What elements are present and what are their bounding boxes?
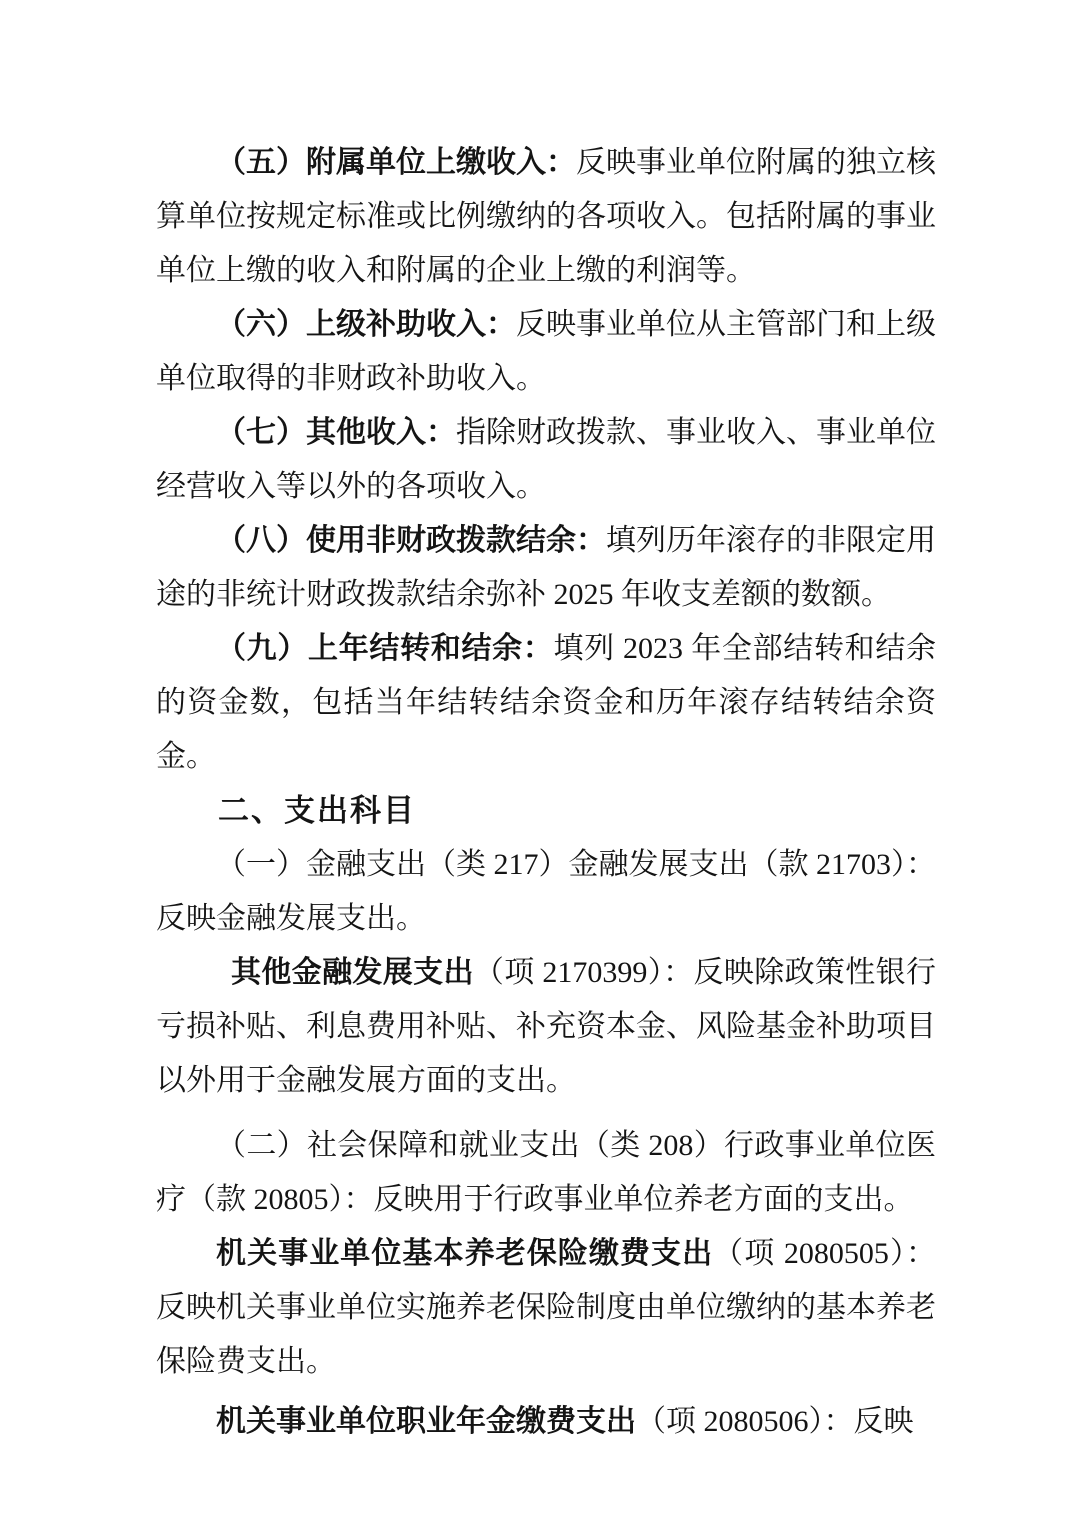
paragraph-income-item-5 (156, 136, 936, 298)
paragraph-body: （二）社会保障和就业支出（类 208）行政事业单位医疗（款 20805）：反映用于行政事业单位养老方面的支出。 (156, 1129, 936, 1216)
paragraph-lead: （九）上年结转和结余： (216, 632, 554, 665)
paragraph-body: 反映事业单位附属的独立核算单位按规定标准或比例缴纳的各项收入。包括附属的事业单位上缴的收入和附属的企业上缴的利润等。 (156, 146, 936, 287)
paragraph-lead: 其他金融发展支出 (231, 956, 474, 989)
paragraph-body: 填列 2023 年全部结转和结余的资金数，包括当年结转结余资金和历年滚存结转结余资金。 (156, 632, 936, 773)
paragraph-expenditure-item-2-sub-a (156, 1227, 936, 1389)
paragraph-body: 反映事业单位从主管部门和上级单位取得的非财政补助收入。 (156, 308, 936, 395)
paragraph-lead: （五）附属单位上缴收入： (216, 146, 576, 179)
paragraph-income-item-8 (156, 514, 936, 622)
paragraph-body: （项 2080506）：反映 (636, 1405, 914, 1438)
paragraph-body: （项 2170399）：反映除政策性银行亏损补贴、利息费用补贴、补充资本金、风险基金补助项目以外用于金融发展方面的支出。 (156, 956, 937, 1097)
paragraph-income-item-7 (156, 406, 936, 514)
paragraph-lead: 机关事业单位职业年金缴费支出 (216, 1405, 636, 1438)
document-text-block (156, 136, 936, 1449)
paragraph-body: 填列历年滚存的非限定用途的非统计财政拨款结余弥补 2025 年收支差额的数额。 (156, 524, 936, 611)
paragraph-lead: 机关事业单位基本养老保险缴费支出 (216, 1237, 714, 1270)
paragraph-lead: （七）其他收入： (216, 416, 456, 449)
paragraph-lead: （八）使用非财政拨款结余： (216, 524, 606, 557)
section-heading-expenditure: 二、支出科目 (218, 793, 416, 828)
paragraph-lead: （六）上级补助收入： (216, 308, 516, 341)
paragraph-expenditure-item-1-sub (156, 946, 936, 1108)
paragraph-income-item-6 (156, 298, 936, 406)
paragraph-body: （项 2080505）：反映机关事业单位实施养老保险制度由单位缴纳的基本养老保险费支出。 (156, 1237, 937, 1378)
paragraph-body: 指除财政拨款、事业收入、事业单位经营收入等以外的各项收入。 (156, 416, 936, 503)
paragraph-expenditure-item-2-sub-b (156, 1395, 936, 1449)
paragraph-expenditure-item-1 (156, 838, 936, 946)
paragraph-expenditure-item-2 (156, 1119, 936, 1227)
paragraph-body: （一）金融支出（类 217）金融发展支出（款 21703）：反映金融发展支出。 (156, 848, 936, 935)
paragraph-income-item-9 (156, 622, 936, 784)
